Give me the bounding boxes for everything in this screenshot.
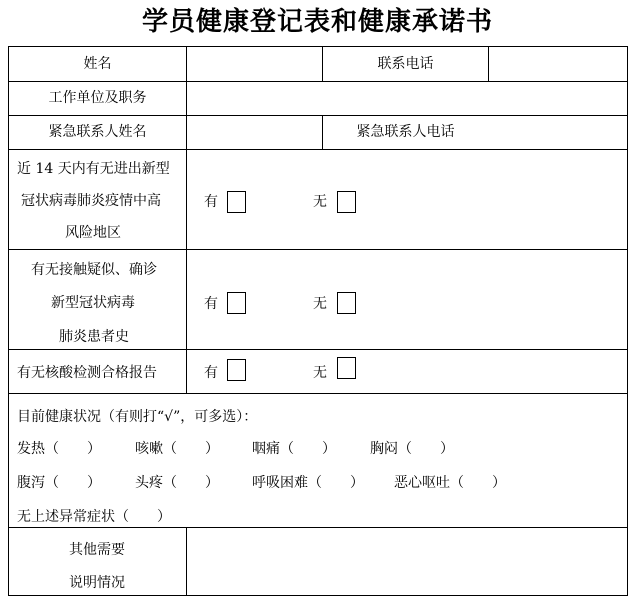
name-label: 姓名 (83, 56, 112, 72)
q3-no-checkbox[interactable] (337, 357, 356, 379)
symptom-none[interactable]: 无上述异常症状（ ） (17, 509, 171, 525)
q1-no-label: 无 (313, 194, 327, 210)
q3-yes-checkbox[interactable] (227, 359, 246, 381)
q3-yes-label: 有 (204, 365, 218, 381)
emergency-contact-phone-label: 紧急联系人电话 (356, 124, 455, 140)
q1-label-line-2: 冠状病毒肺炎疫情中高 (21, 193, 161, 209)
form-title: 学员健康登记表和健康承诺书 (141, 7, 493, 37)
q1-yes-label: 有 (204, 194, 218, 210)
symptom-diarrhea[interactable]: 腹泻（ ） (17, 475, 101, 491)
q1-label-line-1: 近 14 天内有无进出新型 (17, 161, 170, 177)
phone-label: 联系电话 (377, 56, 434, 72)
q3-label: 有无核酸检测合格报告 (17, 365, 157, 381)
symptom-sore-throat[interactable]: 咽痛（ ） (252, 441, 336, 457)
symptom-headache[interactable]: 头疼（ ） (135, 475, 219, 491)
q2-no-label: 无 (313, 296, 327, 312)
q2-label-line-2: 新型冠状病毒 (51, 295, 135, 311)
symptom-cough[interactable]: 咳嗽（ ） (135, 441, 219, 457)
q3-no-label: 无 (313, 365, 327, 381)
symptom-nausea-vomiting[interactable]: 恶心呕吐（ ） (394, 475, 506, 491)
symptom-breathing-difficulty[interactable]: 呼吸困难（ ） (252, 475, 364, 491)
symptom-chest-tightness[interactable]: 胸闷（ ） (370, 441, 454, 457)
q1-no-checkbox[interactable] (337, 191, 356, 213)
q2-label-line-1: 有无接触疑似、确诊 (31, 262, 157, 278)
q1-label-line-3: 风险地区 (65, 225, 121, 241)
q2-yes-checkbox[interactable] (227, 292, 246, 314)
work-unit-label: 工作单位及职务 (48, 90, 147, 106)
other-notes-label-line-1: 其他需要 (69, 542, 125, 558)
emergency-contact-name-label: 紧急联系人姓名 (48, 124, 147, 140)
q1-yes-checkbox[interactable] (227, 191, 246, 213)
q2-no-checkbox[interactable] (337, 292, 356, 314)
symptom-fever[interactable]: 发热（ ） (17, 441, 101, 457)
health-status-heading: 目前健康状况（有则打“√”，可多选）： (17, 409, 258, 425)
health-registration-form (8, 46, 628, 596)
q2-label-line-3: 肺炎患者史 (59, 329, 129, 345)
other-notes-label-line-2: 说明情况 (69, 575, 125, 591)
q2-yes-label: 有 (204, 296, 218, 312)
